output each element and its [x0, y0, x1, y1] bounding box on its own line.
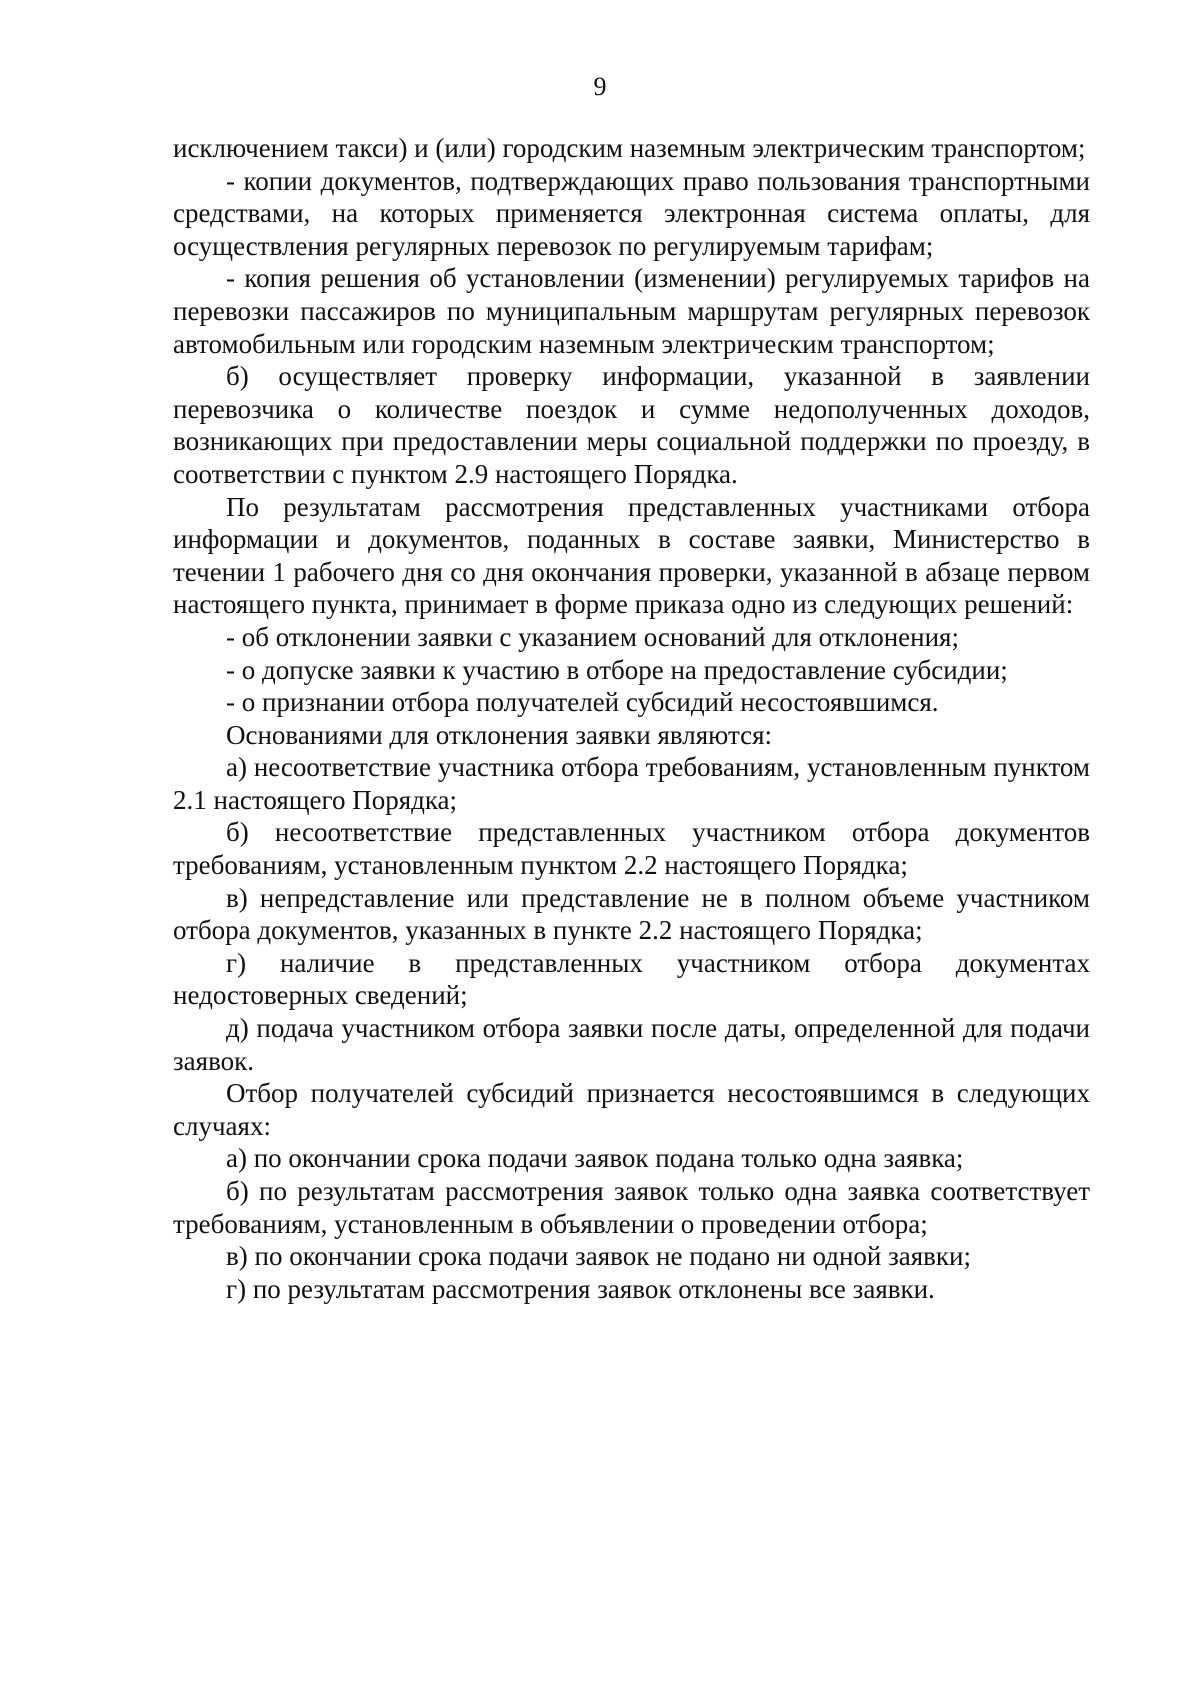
paragraph-17: б) по результатам рассмотрения заявок только одна заявка соответствует требованиям, установленным в объявлении о проведении отбора; [173, 1176, 1090, 1239]
paragraph-8: - о признании отбора получателей субсидий несостоявшимся. [226, 687, 939, 718]
paragraph-7: - о допуске заявки к участию в отборе на предоставление субсидии; [226, 654, 1008, 685]
paragraph-6: - об отклонении заявки с указанием оснований для отклонения; [226, 621, 959, 652]
paragraph-2: - копии документов, подтверждающих право пользования транспортными средствами, на которых применяется электронная система оплаты, для осуществления регулярных перевозок по регулируемым тарифам; [173, 165, 1090, 261]
page-number: 9 [593, 72, 607, 101]
paragraph-14: д) подача участником отбора заявки после даты, определенной для подачи заявок. [173, 1013, 1090, 1076]
document-body [173, 132, 1090, 1305]
paragraph-1: исключением такси) и (или) городским наземным электрическим транспортом; [173, 133, 1086, 163]
paragraph-10: а) несоответствие участника отбора требованиям, установленным пунктом 2.1 настоящего Порядка; [173, 752, 1090, 815]
paragraph-5: По результатам рассмотрения представленных участниками отбора информации и документов, поданных в составе заявки, Министерство в течении 1 рабочего дня со дня окончания проверки, указанной в абзаце первом настоящего пункта, принимает в форме приказа одно из следующих решений: [173, 491, 1090, 620]
paragraph-15: Отбор получателей субсидий признается несостоявшимся в следующих случаях: [173, 1078, 1090, 1141]
paragraph-11: б) несоответствие представленных участником отбора документов требованиям, установленным пунктом 2.2 настоящего Порядка; [173, 817, 1090, 881]
paragraph-3: - копия решения об установлении (изменении) регулируемых тарифов на перевозки пассажиров по муниципальным маршрутам регулярных перевозок автомобильным или городским наземным электрическим транспортом; [173, 263, 1090, 359]
paragraph-4: б) осуществляет проверку информации, указанной в заявлении перевозчика о количестве поездок и сумме недополученных доходов, возникающих при предоставлении меры социальной поддержки по проезду, в соответствии с пунктом 2.9 настоящего Порядка. [173, 361, 1090, 489]
paragraph-13: г) наличие в представленных участником отбора документах недостоверных сведений; [173, 947, 1090, 1011]
paragraph-19: г) по результатам рассмотрения заявок отклонены все заявки. [226, 1273, 935, 1304]
paragraph-18: в) по окончании срока подачи заявок не подано ни одной заявки; [226, 1241, 971, 1272]
paragraph-12: в) непредставление или представление не в полном объеме участником отбора документов, указанных в пункте 2.2 настоящего Порядка; [173, 882, 1090, 946]
paragraph-9: Основаниями для отклонения заявки являются: [226, 719, 773, 750]
paragraph-16: а) по окончании срока подачи заявок подана только одна заявка; [226, 1143, 964, 1174]
